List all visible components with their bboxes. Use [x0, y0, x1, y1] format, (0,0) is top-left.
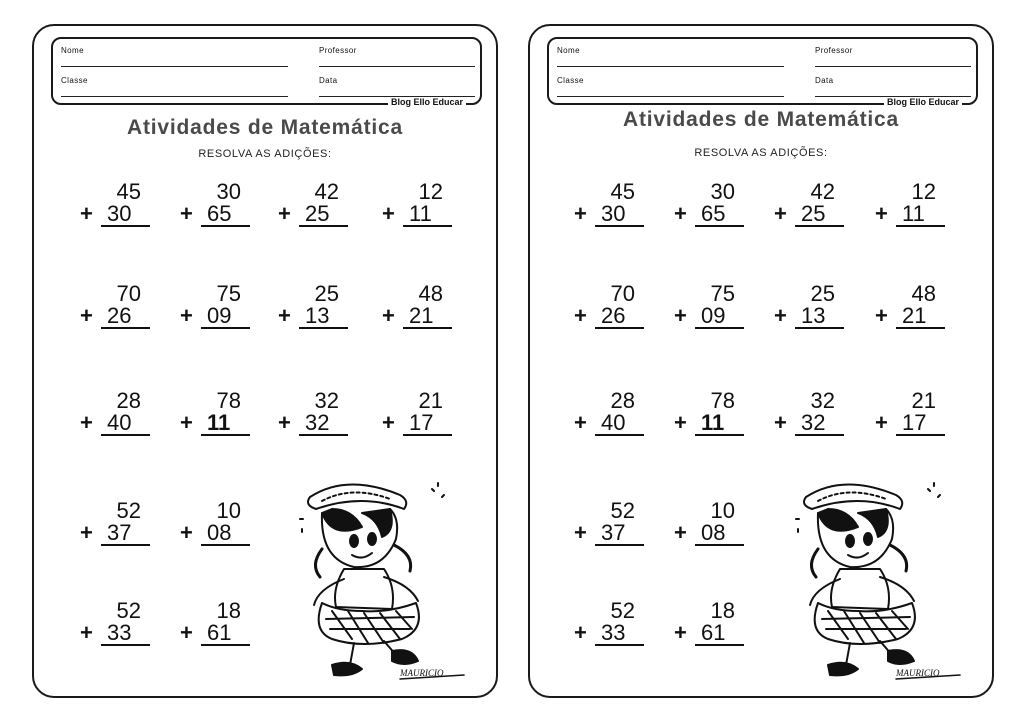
- class-label: Classe: [61, 76, 88, 85]
- addend-bottom: 33: [595, 622, 644, 646]
- addition-problem: [180, 500, 250, 556]
- teacher-field[interactable]: [815, 43, 971, 67]
- brand-label: Blog Ello Educar: [388, 97, 466, 107]
- addend-top: 52: [116, 498, 141, 523]
- class-field[interactable]: [557, 73, 784, 97]
- addition-problem: [80, 500, 150, 556]
- addition-problem: [278, 390, 348, 446]
- class-field[interactable]: [61, 73, 288, 97]
- plus-sign: +: [674, 201, 687, 226]
- plus-sign: +: [278, 201, 291, 226]
- addend-top: 30: [710, 179, 735, 204]
- addend-top: 48: [418, 281, 443, 306]
- addend-top: 52: [610, 498, 635, 523]
- plus-sign: +: [180, 520, 193, 545]
- addition-problem: [674, 500, 744, 556]
- plus-sign: +: [180, 620, 193, 645]
- name-line: [61, 66, 288, 67]
- plus-sign: +: [180, 303, 193, 328]
- addend-top: 21: [418, 388, 443, 413]
- addend-top: 52: [610, 598, 635, 623]
- plus-sign: +: [774, 410, 787, 435]
- dancing-girl-icon: [292, 479, 467, 689]
- class-line: [61, 96, 288, 97]
- addend-top: 25: [314, 281, 339, 306]
- addend-top: 52: [116, 598, 141, 623]
- addend-bottom: 13: [299, 305, 348, 329]
- plus-sign: +: [574, 520, 587, 545]
- plus-sign: +: [674, 620, 687, 645]
- addend-bottom: 25: [299, 203, 348, 227]
- addend-top: 78: [710, 388, 735, 413]
- plus-sign: +: [574, 620, 587, 645]
- addend-top: 18: [710, 598, 735, 623]
- addition-problem: [80, 181, 150, 237]
- addition-problem: [574, 283, 644, 339]
- plus-sign: +: [80, 303, 93, 328]
- addend-bottom: 26: [101, 305, 150, 329]
- brand-label: Blog Ello Educar: [884, 97, 962, 107]
- addend-top: 28: [116, 388, 141, 413]
- addend-bottom: 17: [403, 412, 452, 436]
- addend-bottom: 30: [595, 203, 644, 227]
- addend-top: 48: [911, 281, 936, 306]
- addend-top: 10: [216, 498, 241, 523]
- instruction-text: RESOLVA AS ADIÇÕES:: [198, 148, 332, 160]
- addend-top: 42: [810, 179, 835, 204]
- date-field[interactable]: [319, 73, 475, 97]
- plus-sign: +: [574, 201, 587, 226]
- addend-bottom: 21: [403, 305, 452, 329]
- plus-sign: +: [180, 201, 193, 226]
- worksheet-right: [528, 24, 994, 698]
- addend-bottom: 32: [795, 412, 844, 436]
- teacher-line: [815, 66, 971, 67]
- addend-bottom: 26: [595, 305, 644, 329]
- addend-top: 21: [911, 388, 936, 413]
- addend-top: 78: [216, 388, 241, 413]
- addition-problem: [80, 600, 150, 656]
- date-field[interactable]: [815, 73, 971, 97]
- dancing-girl-illustration: [292, 479, 467, 689]
- addition-problem: [382, 181, 452, 237]
- plus-sign: +: [574, 410, 587, 435]
- addend-bottom: 61: [695, 622, 744, 646]
- addend-bottom: 40: [595, 412, 644, 436]
- plus-sign: +: [774, 303, 787, 328]
- signature-text: MAURICIO: [896, 668, 940, 678]
- plus-sign: +: [674, 410, 687, 435]
- name-line: [557, 66, 784, 67]
- name-label: Nome: [557, 46, 580, 55]
- addend-bottom: 61: [201, 622, 250, 646]
- class-label: Classe: [557, 76, 584, 85]
- addend-bottom: 11: [896, 203, 945, 227]
- page-title: Atividades de Matemática: [127, 116, 403, 139]
- addend-bottom: 37: [101, 522, 150, 546]
- addition-problem: [574, 181, 644, 237]
- addition-problem: [875, 390, 945, 446]
- addend-top: 70: [610, 281, 635, 306]
- addend-bottom: 08: [201, 522, 250, 546]
- plus-sign: +: [80, 201, 93, 226]
- addend-top: 28: [610, 388, 635, 413]
- addition-problem: [875, 283, 945, 339]
- addend-bottom: 09: [201, 305, 250, 329]
- worksheet-left: [32, 24, 498, 698]
- addition-problem: [774, 181, 844, 237]
- addition-problem: [382, 283, 452, 339]
- addend-top: 32: [314, 388, 339, 413]
- plus-sign: +: [875, 201, 888, 226]
- addition-problem: [382, 390, 452, 446]
- addend-top: 75: [216, 281, 241, 306]
- plus-sign: +: [875, 303, 888, 328]
- addend-top: 45: [610, 179, 635, 204]
- plus-sign: +: [382, 303, 395, 328]
- addend-top: 30: [216, 179, 241, 204]
- addend-bottom: 17: [896, 412, 945, 436]
- instruction-text: RESOLVA AS ADIÇÕES:: [694, 147, 828, 159]
- addition-problem: [278, 181, 348, 237]
- addend-top: 25: [810, 281, 835, 306]
- date-label: Data: [319, 76, 338, 85]
- addend-bottom: 40: [101, 412, 150, 436]
- addition-problem: [278, 283, 348, 339]
- plus-sign: +: [278, 410, 291, 435]
- teacher-label: Professor: [319, 46, 357, 55]
- addend-top: 45: [116, 179, 141, 204]
- plus-sign: +: [80, 520, 93, 545]
- addend-bottom: 11: [403, 203, 452, 227]
- student-info-box: [547, 37, 978, 105]
- plus-sign: +: [180, 410, 193, 435]
- dancing-girl-icon: [788, 479, 963, 689]
- plus-sign: +: [80, 410, 93, 435]
- addend-bottom: 37: [595, 522, 644, 546]
- addend-bottom: 11: [201, 412, 250, 436]
- addend-top: 70: [116, 281, 141, 306]
- name-label: Nome: [61, 46, 84, 55]
- plus-sign: +: [875, 410, 888, 435]
- class-line: [557, 96, 784, 97]
- plus-sign: +: [382, 410, 395, 435]
- page-title: Atividades de Matemática: [623, 108, 899, 131]
- addend-bottom: 65: [695, 203, 744, 227]
- addend-top: 75: [710, 281, 735, 306]
- addition-problem: [875, 181, 945, 237]
- plus-sign: +: [674, 520, 687, 545]
- addend-top: 32: [810, 388, 835, 413]
- dancing-girl-illustration: [788, 479, 963, 689]
- addend-bottom: 08: [695, 522, 744, 546]
- addend-top: 18: [216, 598, 241, 623]
- addend-top: 42: [314, 179, 339, 204]
- addition-problem: [674, 181, 744, 237]
- teacher-line: [319, 66, 475, 67]
- plus-sign: +: [674, 303, 687, 328]
- plus-sign: +: [774, 201, 787, 226]
- signature-text: MAURICIO: [400, 668, 444, 678]
- addition-problem: [180, 390, 250, 446]
- addend-bottom: 32: [299, 412, 348, 436]
- addition-problem: [574, 500, 644, 556]
- plus-sign: +: [574, 303, 587, 328]
- plus-sign: +: [278, 303, 291, 328]
- addition-problem: [80, 283, 150, 339]
- date-label: Data: [815, 76, 834, 85]
- addition-problem: [574, 390, 644, 446]
- name-field[interactable]: [557, 43, 784, 67]
- addend-bottom: 25: [795, 203, 844, 227]
- plus-sign: +: [382, 201, 395, 226]
- teacher-field[interactable]: [319, 43, 475, 67]
- addition-problem: [674, 390, 744, 446]
- addition-problem: [574, 600, 644, 656]
- addition-problem: [180, 181, 250, 237]
- teacher-label: Professor: [815, 46, 853, 55]
- addend-top: 12: [911, 179, 936, 204]
- addend-bottom: 11: [695, 412, 744, 436]
- addend-bottom: 30: [101, 203, 150, 227]
- plus-sign: +: [80, 620, 93, 645]
- addition-problem: [80, 390, 150, 446]
- addition-problem: [774, 283, 844, 339]
- student-info-box: [51, 37, 482, 105]
- addend-bottom: 65: [201, 203, 250, 227]
- addend-bottom: 09: [695, 305, 744, 329]
- name-field[interactable]: [61, 43, 288, 67]
- addition-problem: [774, 390, 844, 446]
- addition-problem: [674, 600, 744, 656]
- addend-bottom: 33: [101, 622, 150, 646]
- addend-bottom: 13: [795, 305, 844, 329]
- addition-problem: [674, 283, 744, 339]
- addend-top: 10: [710, 498, 735, 523]
- addition-problem: [180, 600, 250, 656]
- addend-bottom: 21: [896, 305, 945, 329]
- addend-top: 12: [418, 179, 443, 204]
- addition-problem: [180, 283, 250, 339]
